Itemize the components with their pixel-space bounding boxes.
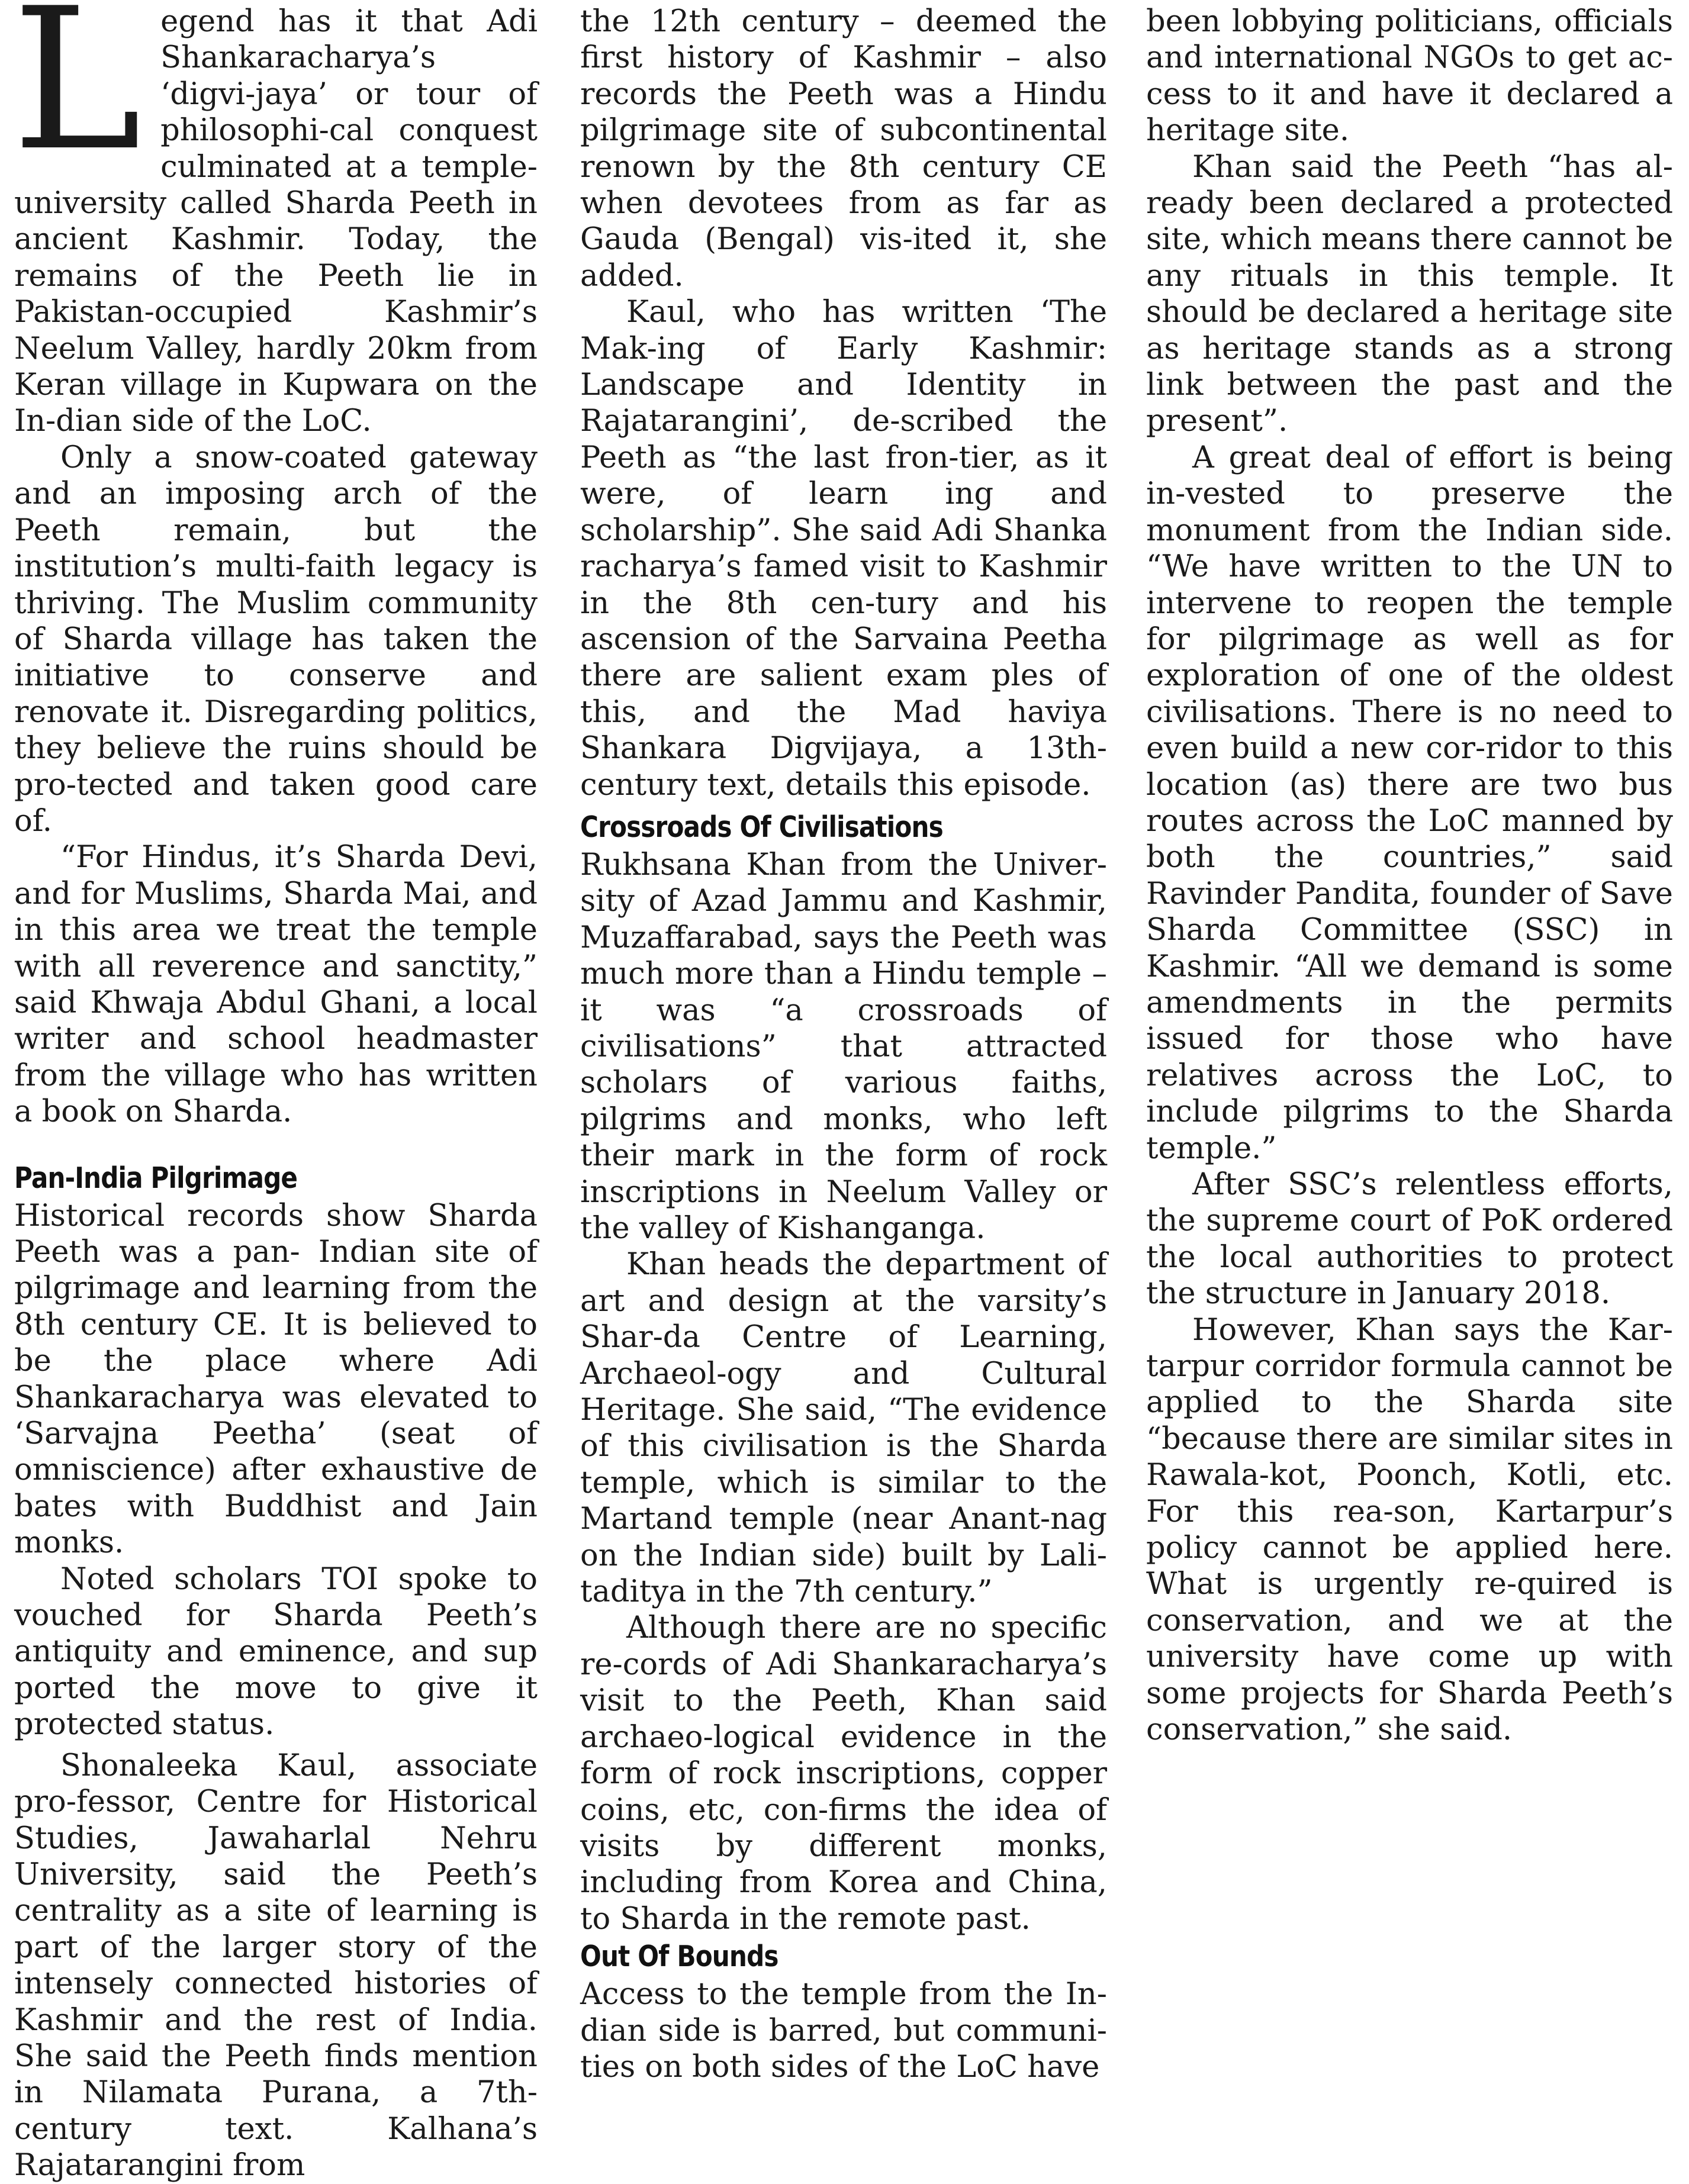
article-paragraph: Access to the temple from the In-dian side is barred, but communi-ties on both sides of the LoC have xyxy=(580,1977,1107,2085)
paragraph-gap xyxy=(14,1743,538,1748)
article-column-1 xyxy=(12,0,538,2183)
article-paragraph: Only a snow-coated gateway and an imposing arch of the Peeth remain, but the institution’s multi-faith legacy is thriving. The Muslim community of Sharda village has taken the initiative to conserve and renovate it. Disregarding politics, they believe the ruins should be pro-tected and taken good care of. xyxy=(14,440,538,839)
article-paragraph: However, Khan says the Kar-tarpur corridor formula cannot be applied to the Sharda site “because there are similar sites in Rawala-kot, Poonch, Kotli, etc. For this rea-son, Kartarpur’s policy cannot be applied here. What is urgently re-quired is conservation, and we at the university have come up with some projects for Sharda Peeth’s conservation,” she said. xyxy=(1146,1312,1673,1748)
section-gap xyxy=(14,1130,538,1159)
section-heading: Pan-India Pilgrimage xyxy=(14,1161,298,1195)
article-paragraph: Shonaleeka Kaul, associate pro-fessor, Centre for Historical Studies, Jawaharlal Nehru University, said the Peeth’s centrality as a site of learning is part of the larger story of the intensely connected histories of Kashmir and the rest of India. She said the Peeth finds mention in Nilamata Purana, a 7th-century text. Kalhana’s Rajatarangini from xyxy=(14,1748,538,2183)
article-paragraph: A great deal of effort is being in-vested to preserve the monument from the Indian side. “We have written to the UN to intervene to reopen the temple for pilgrimage as well as for exploration of one of the oldest civilisations. There is no need to even build a new cor-ridor to this location (as) there are two bus routes across the LoC manned by both the countries,” said Ravinder Pandita, founder of Save Sharda Committee (SSC) in Kashmir. “All we demand is some amendments in the permits issued for those who have relatives across the LoC, to include pilgrims to the Sharda temple.” xyxy=(1146,440,1673,1166)
article-paragraph: Noted scholars TOI spoke to vouched for Sharda Peeth’s antiquity and eminence, and sup ported the move to give it protected status. xyxy=(14,1561,538,1742)
paragraph-gap xyxy=(580,803,1107,808)
article-paragraph: “For Hindus, it’s Sharda Devi, and for Muslims, Sharda Mai, and in this area we treat the temple with all reverence and sanctity,” said Khwaja Abdul Ghani, a local writer and school headmaster from the village who has written a book on Sharda. xyxy=(14,840,538,1130)
article-paragraph: Kaul, who has written ‘The Mak-ing of Early Kashmir: Landscape and Identity in Rajatarangini’, de-scribed the Peeth as “the last fron-tier, as it were, of learn ing and scholarship”. She said Adi Shanka racharya’s famed visit to Kashmir in the 8th cen-tury and his ascension of the Sarvaina Peetha there are salient exam ples of this, and the Mad haviya Shankara Digvijaya, a 13th- century text, details this episode. xyxy=(580,295,1107,803)
article-paragraph: Historical records show Sharda Peeth was a pan- Indian site of pilgrimage and learning from the 8th century CE. It is believed to be the place where Adi Shankaracharya was elevated to ‘Sarvajna Peetha’ (seat of omniscience) after exhaustive de bates with Buddhist and Jain monks. xyxy=(14,1198,538,1561)
article-paragraph: Khan heads the department of art and design at the varsity’s Shar-da Centre of Learning, Archaeol-ogy and Cultural Heritage. She said, “The evidence of this civilisation is the Sharda temple, which is similar to the Martand temple (near Anant-nag on the Indian side) built by Lali-taditya in the 7th century.” xyxy=(580,1247,1107,1610)
article-paragraph: been lobbying politicians, officials and international NGOs to get ac-cess to it and have it declared a heritage site. xyxy=(1146,4,1673,149)
article-column-2 xyxy=(580,4,1107,2085)
article-paragraph: the 12th century – deemed the first history of Kashmir – also records the Peeth was a Hindu pilgrimage site of subcontinental renown by the 8th century CE when devotees from as far as Gauda (Bengal) vis-ited it, she added. xyxy=(580,4,1107,294)
article-paragraph: After SSC’s relentless efforts, the supreme court of PoK ordered the local authorities to protect the structure in January 2018. xyxy=(1146,1167,1673,1312)
section-heading: Out Of Bounds xyxy=(580,1940,778,1974)
article-paragraph: Rukhsana Khan from the Univer-sity of Azad Jammu and Kashmir, Muzaffarabad, says the Peeth was much more than a Hindu temple – it was “a crossroads of civilisations” that attracted scholars of various faiths, pilgrims and monks, who left their mark in the form of rock inscriptions in Neelum Valley or the valley of Kishanganga. xyxy=(580,847,1107,1246)
lead-paragraph-text: egend has it that Adi Shankaracharya’s ‘digvi-jaya’ or tour of philosophi-cal conquest culminated at a temple-university called Sharda Peeth in ancient Kashmir. Today, the remains of the Peeth lie in Pakistan-occupied Kashmir’s Neelum Valley, hardly 20km from Keran village in Kupwara on the In-dian side of the LoC. xyxy=(14,4,538,439)
section-heading: Crossroads Of Civilisations xyxy=(580,810,943,844)
article-paragraph xyxy=(12,0,538,440)
drop-cap: L xyxy=(12,0,142,194)
article-column-3 xyxy=(1146,4,1673,1986)
article-paragraph: Khan said the Peeth “has al-ready been declared a protected site, which means there cannot be any rituals in this temple. It should be declared a heritage site as heritage stands as a strong link between the past and the present”. xyxy=(1146,149,1673,439)
article-paragraph: Although there are no specific re-cords of Adi Shankaracharya’s visit to the Peeth, Khan said archaeo-logical evidence in the form of rock inscriptions, copper coins, etc, con-firms the idea of visits by different monks, including from Korea and China, to Sharda in the remote past. xyxy=(580,1610,1107,1937)
